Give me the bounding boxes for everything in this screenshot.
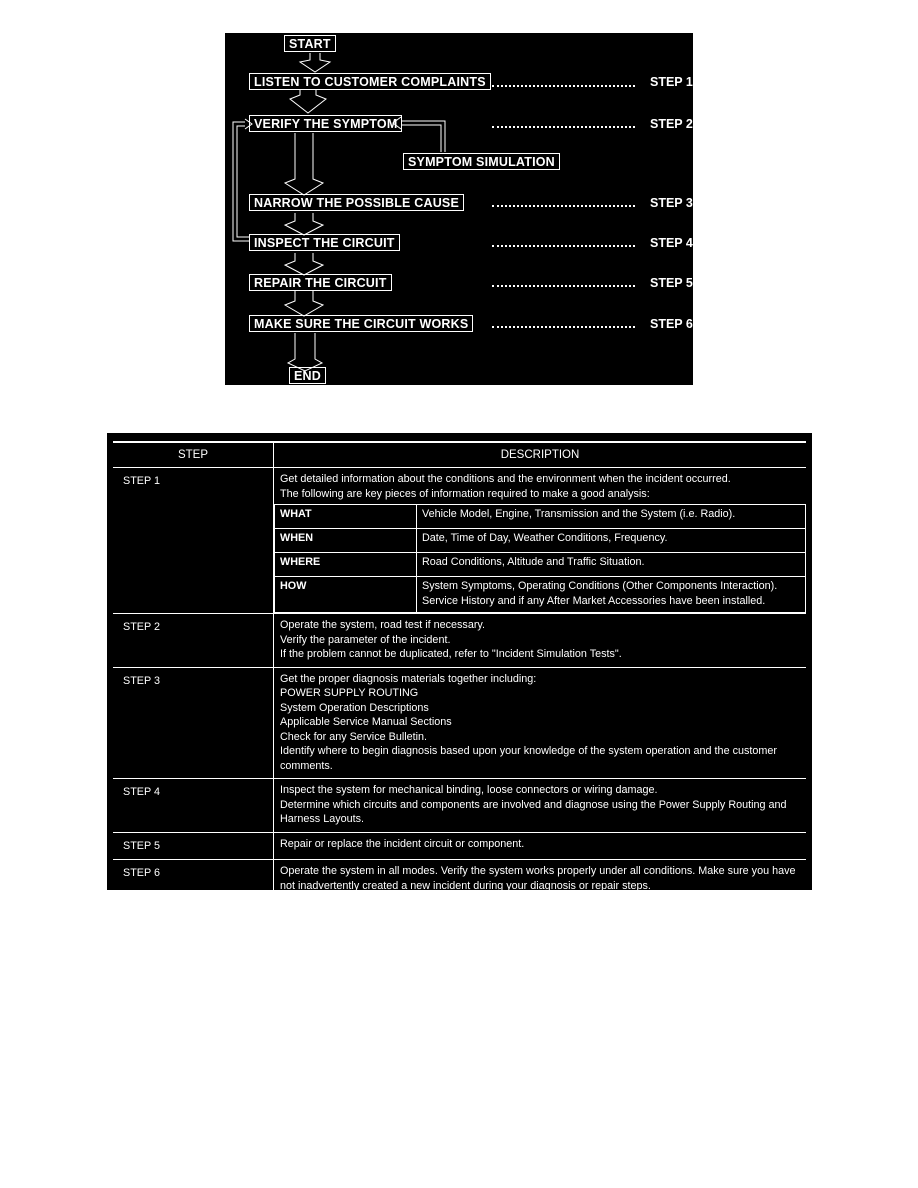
description-line: POWER SUPPLY ROUTING (280, 687, 419, 699)
description-line: Applicable Service Manual Sections (280, 716, 452, 728)
description-line: Repair or replace the incident circuit or component. (280, 837, 525, 850)
table-row (113, 860, 806, 900)
leader-dots (492, 241, 635, 247)
end-node: END (289, 367, 326, 384)
description-cell (274, 468, 807, 614)
description-line: Get detailed information about the conditions and the environment when the incident occurred. (280, 473, 731, 485)
description-cell (274, 832, 807, 860)
table-row (113, 614, 806, 668)
info-value: Date, Time of Day, Weather Conditions, Frequency. (417, 529, 806, 553)
info-value: Vehicle Model, Engine, Transmission and the System (i.e. Radio). (417, 505, 806, 529)
leader-dots (492, 322, 635, 328)
step-cell: STEP 5 (113, 832, 274, 860)
description-cell (274, 860, 807, 900)
leader-dots (492, 281, 635, 287)
flow-step-1-label: STEP 1 (650, 75, 693, 89)
leader-dots (492, 122, 635, 128)
step-cell: STEP 4 (113, 779, 274, 833)
step-description-table (107, 433, 812, 890)
key-info-subtable (274, 504, 806, 613)
start-node: START (284, 35, 336, 52)
info-key: HOW (275, 577, 417, 613)
description-cell (274, 667, 807, 779)
step-cell: STEP 1 (113, 468, 274, 614)
description-line: If the problem cannot be duplicated, refer to "Incident Simulation Tests". (280, 648, 622, 660)
step-cell: STEP 6 (113, 860, 274, 900)
flow-step-2-box: VERIFY THE SYMPTOM (249, 115, 402, 132)
info-value: System Symptoms, Operating Conditions (Other Components Interaction). Service History and if any After Market Accessories have been installed. (417, 577, 806, 613)
description-line: Operate the system in all modes. Verify the system works properly under all conditions. Make sure you have not inadvertently created a new incident during your diagnosis or repair steps. (280, 865, 796, 892)
flow-step-5-label: STEP 5 (650, 276, 693, 290)
flow-step-1-box: LISTEN TO CUSTOMER COMPLAINTS (249, 73, 491, 90)
leader-dots (492, 201, 635, 207)
info-key: WHEN (275, 529, 417, 553)
flow-step-3-box: NARROW THE POSSIBLE CAUSE (249, 194, 464, 211)
flow-step-4-box: INSPECT THE CIRCUIT (249, 234, 400, 251)
table-row (113, 779, 806, 833)
step-column-header: STEP (113, 442, 274, 468)
step-cell: STEP 3 (113, 667, 274, 779)
subtable-row (275, 505, 806, 529)
flow-step-6-box: MAKE SURE THE CIRCUIT WORKS (249, 315, 473, 332)
diagnosis-flowchart (225, 33, 693, 385)
info-key: WHERE (275, 553, 417, 577)
description-cell (274, 779, 807, 833)
flow-step-5-box: REPAIR THE CIRCUIT (249, 274, 392, 291)
description-line: Check for any Service Bulletin. (280, 730, 428, 743)
info-key: WHAT (275, 505, 417, 529)
symptom-simulation-box: SYMPTOM SIMULATION (403, 153, 560, 170)
flow-step-3-label: STEP 3 (650, 196, 693, 210)
table-row (113, 468, 806, 614)
description-line: Inspect the system for mechanical binding, loose connectors or wiring damage. (280, 784, 658, 796)
description-cell (274, 614, 807, 668)
description-line: Identify where to begin diagnosis based upon your knowledge of the system operation and the customer comments. (280, 745, 777, 772)
table-row (113, 832, 806, 860)
description-line: Verify the parameter of the incident. (280, 633, 451, 646)
description-line: The following are key pieces of information required to make a good analysis: (280, 487, 650, 500)
table-row (113, 667, 806, 779)
step-cell: STEP 2 (113, 614, 274, 668)
description-line: Determine which circuits and components are involved and diagnose using the Power Supply Routing and Harness Layouts. (280, 798, 787, 825)
info-value: Road Conditions, Altitude and Traffic Situation. (417, 553, 806, 577)
subtable-row (275, 577, 806, 613)
description-line: Get the proper diagnosis materials together including: (280, 672, 537, 685)
leader-dots (492, 81, 635, 87)
description-column-header: DESCRIPTION (274, 442, 807, 468)
description-line: Operate the system, road test if necessary. (280, 619, 486, 631)
flow-step-2-label: STEP 2 (650, 117, 693, 131)
subtable-row (275, 553, 806, 577)
subtable-row (275, 529, 806, 553)
flow-step-4-label: STEP 4 (650, 236, 693, 250)
flow-step-6-label: STEP 6 (650, 317, 693, 331)
description-line: System Operation Descriptions (280, 701, 429, 714)
